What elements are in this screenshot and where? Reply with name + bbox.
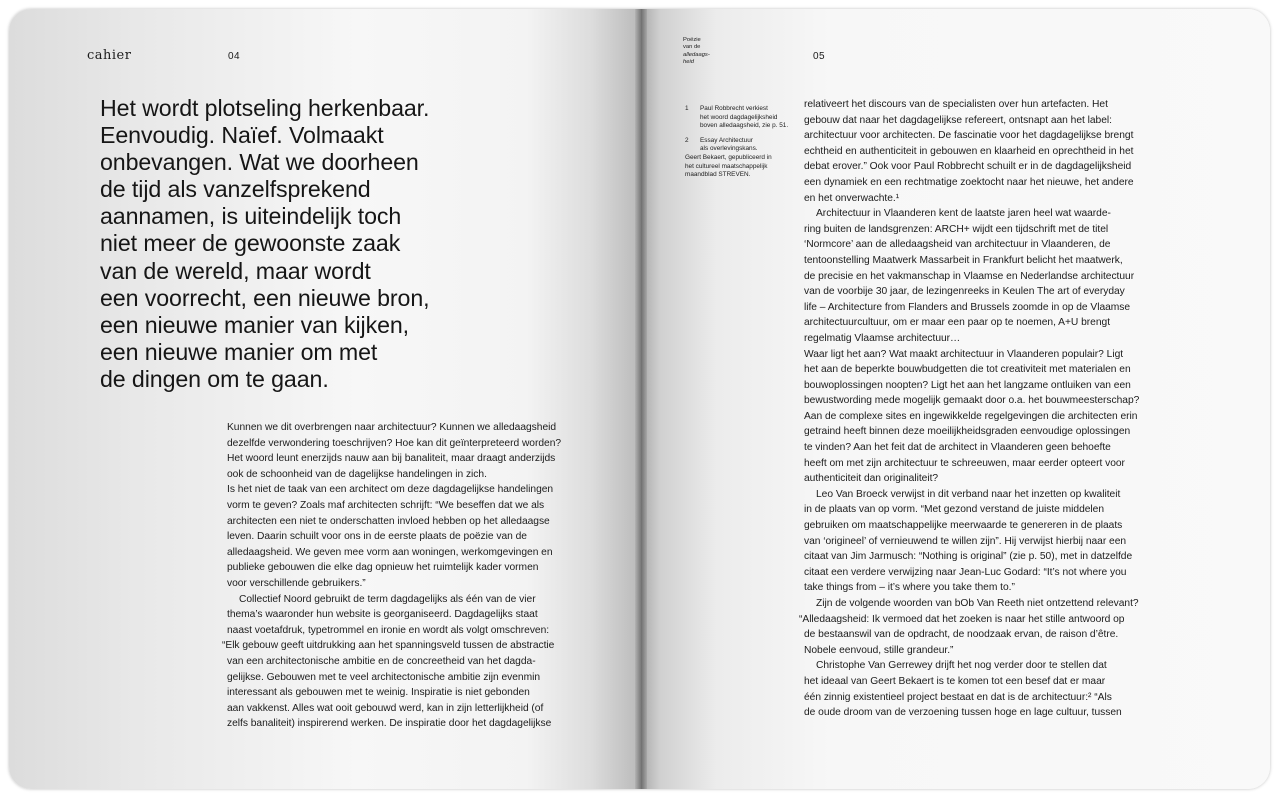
footnote-number: 2: [685, 136, 689, 144]
left-page: [9, 9, 641, 789]
body-line: “Elk gebouw geeft uitdrukking aan het spanningsveld tussen de abstractie: [222, 640, 555, 652]
body-line: aan vakkenst. Alles wat ooit gebouwd werd, kan in zijn letterlijkheid (of: [227, 702, 544, 714]
pull-quote-line: Het wordt plotseling herkenbaar.: [100, 95, 430, 121]
section-label-line: Poëzie: [683, 37, 701, 43]
footnote-text: Geert Bekaert, gepubliceerd in: [685, 153, 772, 161]
body-line: één zinnig existentieel project bestaat en dat is de architectuur:² “Als: [804, 691, 1112, 703]
pull-quote-line: een nieuwe manier van kijken,: [100, 311, 410, 338]
pull-quote-line: onbevangen. Wat we doorheen: [100, 149, 419, 176]
body-line: het ideaal van Geert Bekaert is te komen tot een besef dat er maar: [804, 675, 1106, 687]
body-line: Kunnen we dit overbrengen naar architectuur? Kunnen we alledaagsheid: [227, 422, 557, 433]
body-line: regelmatig Vlaamse architectuur…: [804, 332, 961, 344]
body-line: van de voorbije 30 jaar, de lezingenreeks in Keulen The art of everyday: [804, 286, 1125, 298]
body-line: en het onverwachte.¹: [804, 192, 900, 204]
body-line: heeft om met zijn architectuur te schreeuwen, maar eerder opteert voor: [804, 457, 1125, 469]
body-line: Is het niet de taak van een architect om deze dagdagelijkse handelingen: [227, 484, 554, 496]
body-line: publieke gebouwen die elke dag opnieuw het ruimtelijk kader vormen: [227, 562, 539, 574]
body-line: debat erover.” Ook voor Paul Robbrecht schuilt er in de dagdagelijksheid: [804, 161, 1132, 173]
footnotes: [685, 105, 788, 186]
pull-quote-line: de dingen om te gaan.: [100, 365, 329, 392]
body-line: Architectuur in Vlaanderen kent de laatste jaren heel wat waarde-: [816, 208, 1111, 220]
body-line: Waar ligt het aan? Wat maakt architectuur in Vlaanderen populair? Ligt: [804, 348, 1124, 360]
pull-quote-line: van de wereld, maar wordt: [100, 257, 371, 284]
body-line: bouwoplossingen noopten? Ligt het aan het langzame ontluiken van een: [804, 379, 1131, 391]
body-line: interessant als gebouwen met te weinig. Inspiratie is niet gebonden: [227, 687, 530, 699]
book-spine: [635, 9, 647, 789]
body-line: citaat van Jim Jarmusch: “Nothing is original” (zie p. 50), met in datzelfde: [804, 551, 1133, 563]
page-number-left: 04: [228, 51, 241, 62]
pull-quote-line: een voorrecht, een nieuwe bron,: [100, 284, 430, 311]
body-line: ook de schoonheid van de dagelijkse handelingen in zich.: [227, 468, 487, 480]
body-line: van een architectonische ambitie en de concreetheid van het dagda-: [227, 655, 536, 667]
footnote-text: het woord dagdagelijksheid: [700, 113, 778, 121]
section-label-line: alledaags-: [683, 51, 710, 58]
body-line: van ‘origineel’ of vernieuwend te willen zijn”. Hij verwijst hierbij naar een: [804, 535, 1127, 547]
body-line: gebouw dat naar het dagdagelijkse refereert, ontsnapt aan het label:: [804, 114, 1112, 126]
body-line: take things from – it’s where you take them to.”: [804, 582, 1015, 594]
pull-quote-line: een nieuwe manier om met: [100, 338, 378, 365]
body-line: Het woord leunt enerzijds nauw aan bij banaliteit, maar draagt anderzijds: [227, 453, 556, 465]
body-line: architecten een niet te onderschatten invloed hebben op het alledaagse: [227, 515, 550, 527]
footnote: [685, 137, 788, 180]
body-line: Leo Van Broeck verwijst in dit verband naar het inzetten op kwaliteit: [816, 488, 1121, 500]
body-line: tentoonstelling Maatwerk Massarbeit in Frankfurt belicht het maatwerk,: [804, 254, 1123, 266]
body-line: Nobele eenvoud, stille grandeur.”: [804, 644, 954, 656]
body-line: ring buiten de landsgrenzen: ARCH+ wijdt een tijdschrift met de titel: [804, 223, 1109, 235]
pull-quote: [100, 95, 429, 393]
section-label-line: heid: [683, 59, 694, 66]
body-line: Christophe Van Gerrewey drijft het nog verder door te stellen dat: [816, 660, 1107, 672]
body-line: te vinden? Aan het feit dat de architect in Vlaanderen geen behoefte: [804, 442, 1111, 454]
footnote-text: het cultureel maatschappelijk: [685, 162, 768, 170]
body-line: vorm te geven? Zoals maf architecten schrijft: “We beseffen dat we als: [227, 499, 545, 511]
pull-quote-line: aannamen, is uiteindelijk toch: [100, 203, 402, 230]
body-line: alledaagsheid. We geven mee vorm aan woningen, werkomgevingen en: [227, 546, 553, 558]
section-label: [683, 37, 710, 67]
body-line: het aan de beperkte bouwbudgetten die tot creativiteit met materialen en: [804, 364, 1131, 376]
body-line: echtheid en authenticiteit in gebouwen en klaarheid en oprechtheid in het: [804, 145, 1134, 157]
right-body-text: [799, 97, 1140, 721]
body-line: voor verschillende gebruikers.”: [227, 577, 366, 589]
body-line: architectuurcultuur, om er maar een paar op te noemen, A+U brengt: [804, 317, 1111, 329]
body-line: getraind heeft binnen deze moeilijkheidsgraden eenvoudige oplossingen: [804, 426, 1131, 438]
body-line: citaat een verdere verwijzing naar Jean-Luc Godard: “It’s not where you: [804, 566, 1127, 578]
body-line: “Alledaagsheid: Ik vermoed dat het zoeken is naar het stille antwoord op: [799, 613, 1125, 625]
footnote-number: 1: [685, 105, 689, 112]
body-line: de bestaanswil van de opdracht, de noodzaak ervan, de raison d’être.: [804, 629, 1119, 641]
pull-quote-line: niet meer de gewoonste zaak: [100, 230, 401, 257]
body-line: thema’s waaronder hun website is georganiseerd. Dagdagelijks staat: [227, 609, 538, 621]
body-line: Aan de complexe sites en ingewikkelde regelgevingen die architecten erin: [804, 410, 1138, 422]
body-line: authenticiteit dan originaliteit?: [804, 473, 939, 485]
page-number-right: 05: [813, 51, 826, 62]
body-line: naast voetafdruk, typetrommel en ironie en wordt als volgt omschreven:: [227, 624, 550, 636]
footnote-text: maandblad STREVEN.: [685, 171, 751, 179]
body-line: gebruiken om maatschappelijke meerwaarde te genereren in de plaats: [804, 520, 1123, 532]
body-line: in de plaats van op vorm. “Met gezond verstand de juiste middelen: [804, 504, 1105, 516]
footnote-text: boven alledaagsheid, zie p. 51.: [700, 122, 789, 130]
body-line: dezelfde verwondering toeschrijven? Hoe kan dit geïnterpreteerd worden?: [227, 437, 562, 449]
pull-quote-line: de tijd als vanzelfsprekend: [100, 176, 371, 203]
body-line: ‘Normcore’ aan de alledaagsheid van architectuur in Vlaanderen, de: [804, 239, 1111, 251]
footnote-text: Paul Robbrecht verkiest: [700, 105, 768, 112]
body-line: Zijn de volgende woorden van bOb Van Reeth niet ontzettend relevant?: [816, 598, 1139, 609]
body-line: de precisie en het vakmanschap in Vlaamse en Nederlandse architectuur: [804, 270, 1135, 282]
footnote-text: als overlevingskans.: [700, 145, 758, 153]
section-label-line: van de: [683, 44, 701, 51]
body-line: leven. Daarin schuilt voor ons in de eerste plaats de poëzie van de: [227, 531, 527, 543]
body-line: de oude droom van de verzoening tussen hoge en lage cultuur, tussen: [804, 707, 1122, 719]
body-line: zelfs banaliteit) inspirerend werken. De inspiratie door het dagdagelijkse: [227, 718, 552, 730]
body-line: life – Architecture from Flanders and Brussels zoomde in op de Vlaamse: [804, 301, 1131, 313]
footnote-text: Essay Architectuur: [700, 136, 753, 144]
body-line: Collectief Noord gebruikt de term dagdagelijks als één van de vier: [239, 593, 536, 605]
right-page: [641, 9, 1270, 789]
body-line: bewustwording mede mogelijk gemaakt door o.a. het bouwmeesterschap?: [804, 395, 1140, 407]
running-head: cahier: [87, 48, 132, 63]
footnote: [685, 105, 788, 131]
pull-quote-line: Eenvoudig. Naïef. Volmaakt: [100, 122, 384, 149]
body-line: gelijkse. Gebouwen met te veel architectonische ambitie zijn evenmin: [227, 671, 541, 683]
book-spread: [9, 9, 1270, 789]
body-line: relativeert het discours van de specialisten over hun artefacten. Het: [804, 99, 1108, 110]
body-line: een dynamiek en een rechtmatige zoektocht naar het nieuwe, het andere: [804, 176, 1134, 188]
body-line: architectuur voor architecten. De fascinatie voor het dagdagelijkse brengt: [804, 130, 1134, 142]
left-body-text: [222, 420, 562, 732]
